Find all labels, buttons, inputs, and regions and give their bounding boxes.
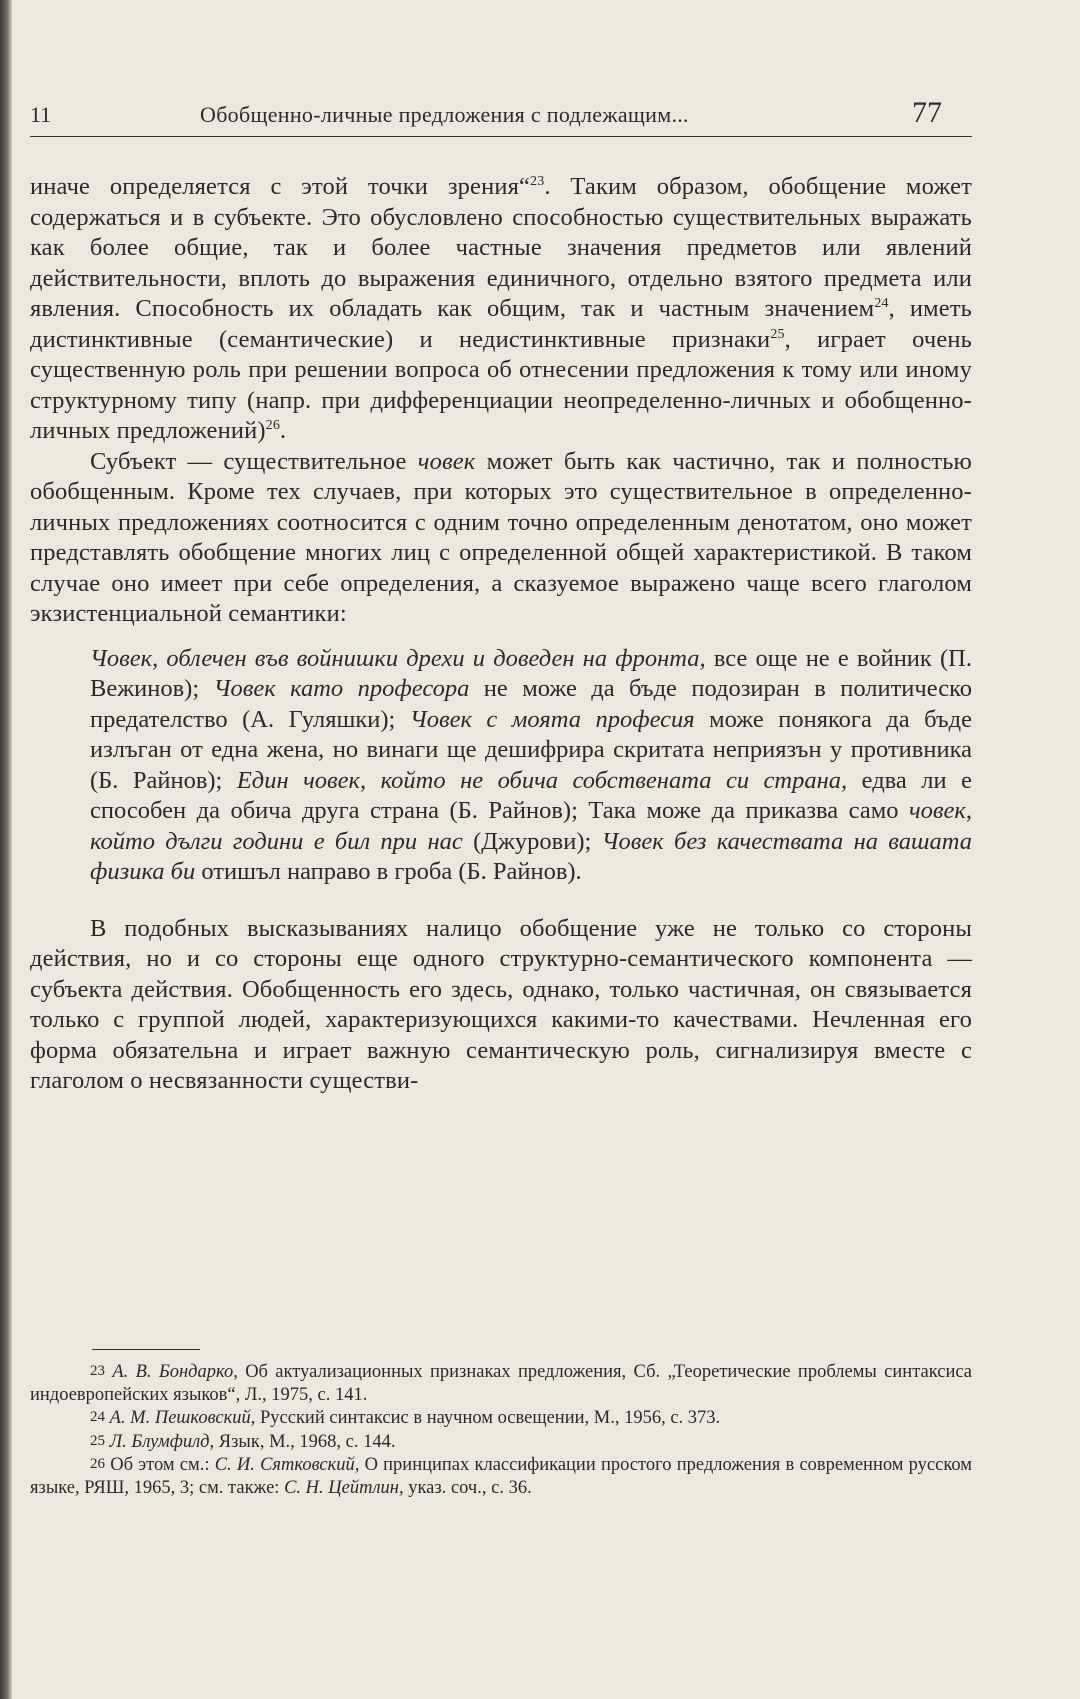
footnote-divider (92, 1349, 200, 1350)
footnote-24: 24 А. М. Пешковский, Русский синтаксис в научном освещении, М., 1956, с. 373. (90, 1408, 721, 1428)
footnote-ref-24: 24 (874, 295, 889, 311)
page-body (30, 172, 972, 1097)
main-text-continued (30, 914, 972, 1097)
footnote-ref-26: 26 (265, 417, 280, 433)
book-page (30, 0, 972, 1699)
footnote-ref-23: 23 (530, 173, 545, 189)
example-quotation-block (90, 644, 972, 888)
book-spine-shadow (0, 0, 12, 1699)
chapter-number: 11 (30, 102, 52, 127)
running-header (30, 96, 972, 137)
paragraph-3: В подобных высказываниях налицо обобщение уже не только со стороны действия, но и со стороны еще одного структурно-семантического компонента — субъекта действия. Обобщенность его здесь, однако, только частичная, он связывается только с группой людей, характеризующихся какими-то качествами. Нечленная его форма обязательна и играет важную семантическую роль, сигнализируя вместе с глаголом о несвязанности существи- (30, 914, 972, 1094)
footnote-ref-25: 25 (770, 326, 785, 342)
footnote-23: 23 А. В. Бондарко, Об актуализационных признаках предложения, Сб. „Теоретические проблемы синтаксиса индоевропейских языков“, Л., 1975, с. 141. (30, 1362, 972, 1405)
page-number: 77 (912, 96, 942, 129)
footnote-25: 25 Л. Блумфилд, Язык, М., 1968, с. 144. (90, 1431, 396, 1452)
paragraph-2: Субъект — существительное човек может быть как частично, так и полностью обобщенным. Кроме тех случаев, при которых это существительное в определенно-личных предложениях соотносится с одним точно определенным денотатом, оно может представлять обобщение многих лиц с определенной общей характеристикой. В таком случае оно имеет при себе определения, а сказуемое выражено чаще всего глаголом экзистенциальной семантики: (30, 447, 973, 627)
footnotes (30, 1360, 972, 1499)
running-title: Обобщенно-личные предложения с подлежащим... (200, 102, 689, 127)
footnote-26: 26 Об этом см.: С. И. Сятковский, О принципах классификации простого предложения в современном русском языке, РЯШ, 1965, 3; см. также: С. Н. Цейтлин, указ. соч., с. 36. (30, 1455, 972, 1498)
paragraph-1: иначе определяется с этой точки зрения“$^{23}$. Таким образом, обобщение может содержаться и в субъекте. Это обусловлено способностью существительных выражать как более общие, так и более частные значения предметов или явлений действительности, вплоть до выражения единичного, отдельно взятого предмета или явления. Способность их обладать как общим, так и частным значением$^{24}$, иметь дистинктивные (семантические) и недистинктивные признаки$^{25}$, играет очень существенную роль при решении вопроса об отнесении предложения к тому или иному структурному типу (напр. при дифференциации неопределенно-личных и обобщенно-личных предложений)$^{26}$. (30, 173, 973, 444)
example-text: Човек, облечен във войнишки дрехи и доведен на фронта, все още не е войник (П. Вежинов); Човек като професора не може да бъде подозиран в политическо предателство (А. Гуляшки); Човек с моята професия може понякога да бъде излъган от една жена, но винаги ще дешифрира скритата неприязън у противника (Б. Райнов); Един човек, който не обича собствената си страна, едва ли е способен да обича друга страна (Б. Райнов); Така може да приказва само човек, който дълги години е бил при нас (Джурови); Човек без качествата на вашата физика би отишъл направо в гроба (Б. Райнов). (90, 644, 972, 885)
main-text (30, 172, 972, 630)
